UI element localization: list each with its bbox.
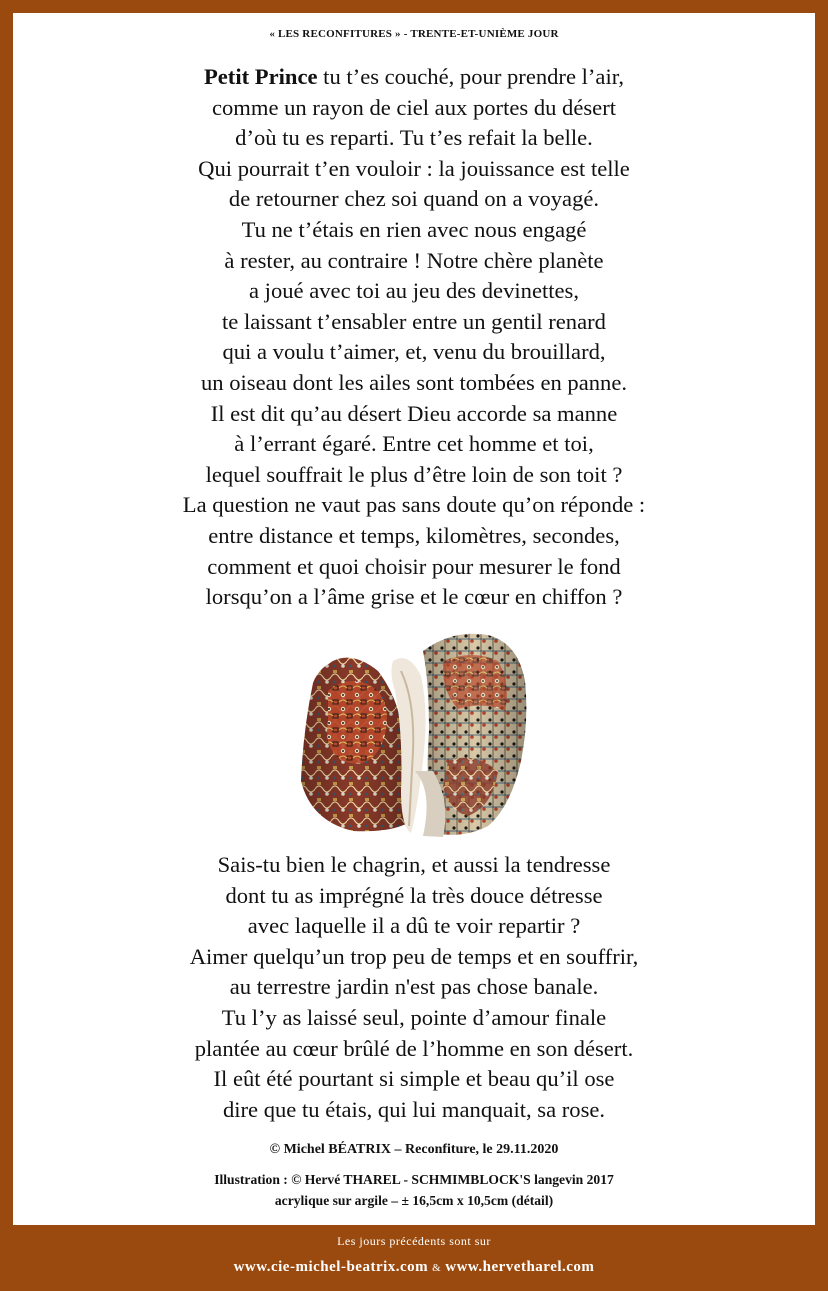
- poem-line-1: [13, 62, 815, 93]
- poem-line: dire que tu étais, qui lui manquait, sa rose.: [222, 1096, 606, 1122]
- poem-title-words: Petit Prince: [203, 64, 318, 89]
- illustration-medium-line: acrylique sur argile – ± 16,5cm x 10,5cm (détail): [274, 1192, 554, 1208]
- poem-line: à l’errant égaré. Entre cet homme et toi,: [234, 431, 594, 457]
- ampersand: &: [432, 1262, 442, 1274]
- cie-michel-beatrix-link[interactable]: www.cie-michel-beatrix.com: [233, 1259, 429, 1275]
- poem-line: avec laquelle il a dû te voir repartir ?: [247, 913, 581, 939]
- sculpture-illustration: [283, 621, 543, 843]
- stanza-1: [13, 62, 815, 613]
- page-header: « LES RECONFITURES » - TRENTE-ET-UNIÈME JOUR: [269, 28, 559, 40]
- poem-line: te laissant t’ensabler entre un gentil renard: [222, 308, 606, 334]
- poem-line: d’où tu es reparti. Tu t’es refait la belle.: [235, 125, 593, 151]
- poem-line: dont tu as imprégné la très douce détresse: [225, 882, 603, 908]
- poem-line-1-rest: tu t’es couché, pour prendre l’air,: [317, 64, 625, 89]
- hervetharel-link[interactable]: www.hervetharel.com: [445, 1259, 595, 1275]
- author-credit: © Michel BÉATRIX – Reconfiture, le 29.11.2020: [269, 1142, 559, 1157]
- illustration-credit: [13, 1170, 815, 1211]
- poem-line: de retourner chez soi quand on a voyagé.: [228, 186, 600, 212]
- illustration-credit-line: Illustration : © Hervé THAREL - SCHMIMBLOCK'S langevin 2017: [214, 1172, 614, 1187]
- poem-page: [13, 13, 815, 1225]
- poem-line: Tu l’y as laissé seul, pointe d’amour finale: [221, 1004, 607, 1030]
- poem-line: entre distance et temps, kilomètres, secondes,: [208, 522, 620, 548]
- poem-line: Il est dit qu’au désert Dieu accorde sa manne: [210, 400, 618, 426]
- stanza-2: [13, 850, 815, 1125]
- poem-line: Tu ne t’étais en rien avec nous engagé: [241, 216, 587, 242]
- poem-line: au terrestre jardin n'est pas chose banale.: [229, 974, 599, 1000]
- poem-line: a joué avec toi au jeu des devinettes,: [249, 278, 579, 304]
- poem-line: un oiseau dont les ailes sont tombées en panne.: [200, 369, 628, 395]
- poem-line: lequel souffrait le plus d’être loin de son toit ?: [205, 461, 623, 487]
- poem-line: qui a voulu t’aimer, et, venu du brouillard,: [222, 339, 606, 365]
- poem-line: plantée au cœur brûlé de l’homme en son désert.: [194, 1035, 634, 1061]
- poem-line: à rester, au contraire ! Notre chère planète: [224, 247, 604, 273]
- poem-line: Sais-tu bien le chagrin, et aussi la tendresse: [217, 852, 611, 877]
- poem-line: La question ne vaut pas sans doute qu’on réponde :: [182, 492, 646, 518]
- poem-line: comme un rayon de ciel aux portes du désert: [211, 94, 617, 120]
- poem-line: Il eût été pourtant si simple et beau qu’il ose: [213, 1066, 615, 1092]
- poem-line: Qui pourrait t’en vouloir : la jouissance est telle: [198, 155, 630, 181]
- footer-links: [0, 1259, 828, 1276]
- poem-line: Aimer quelqu’un trop peu de temps et en souffrir,: [189, 943, 639, 969]
- footer-note: Les jours précédents sont sur: [337, 1234, 491, 1248]
- poem-line: lorsqu’on a l’âme grise et le cœur en chiffon ?: [205, 584, 623, 610]
- poem-line: comment et quoi choisir pour mesurer le fond: [207, 553, 621, 579]
